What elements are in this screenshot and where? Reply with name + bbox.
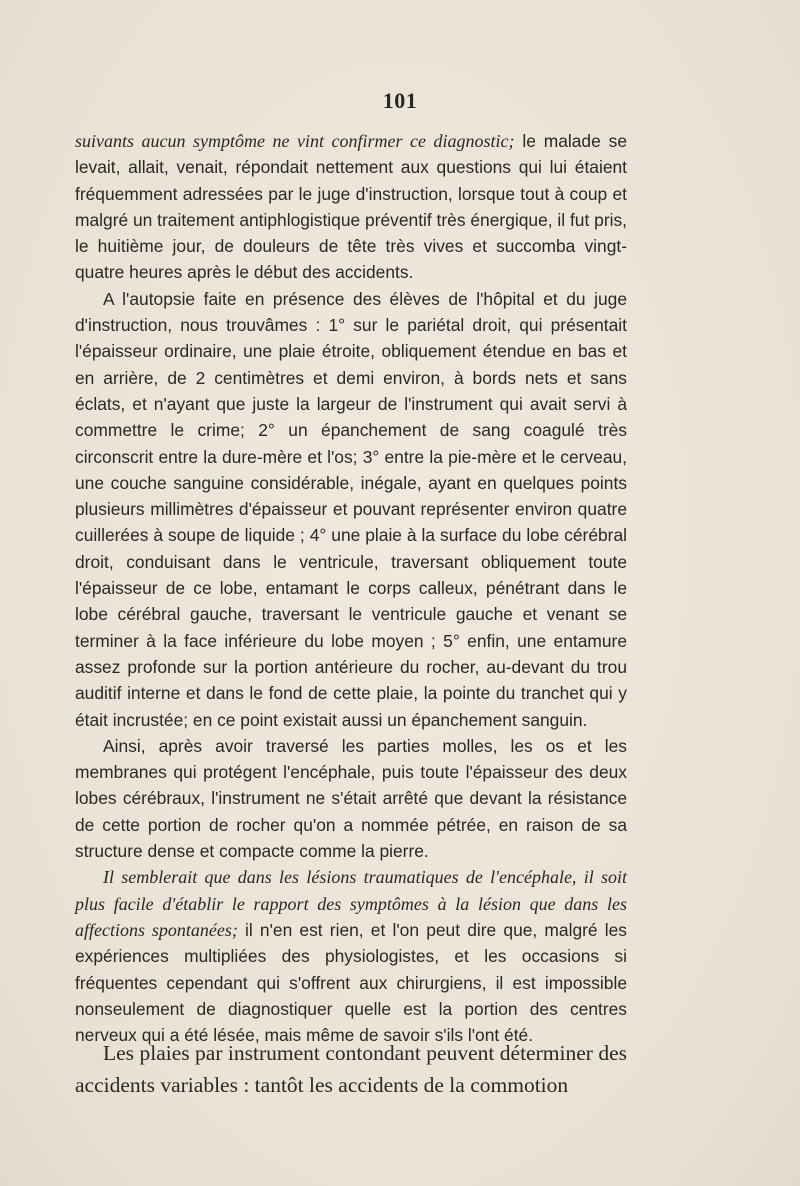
paragraph-1 (75, 128, 627, 286)
closing-paragraph-text: Les plaies par instrument contondant peuvent déterminer des accidents variables : tantôt les accidents de la commotion (75, 1041, 627, 1097)
paragraph-4-italic: Il semblerait que dans les lésions traumatiques de l'encéphale, il soit plus facile d'établir le rapport des symptômes à la lésion que dans les affections spontanées; (75, 867, 627, 940)
paragraph-1-text: le malade se levait, allait, venait, répondait nettement aux questions qui lui étaient fréquemment adressées par le juge d'instruction, lorsque tout à coup et malgré un traitement antiphlogistique préventif très énergique, il fut pris, le huitième jour, de douleurs de tête très vives et succomba vingt-quatre heures après le début des accidents. (75, 131, 627, 283)
paragraph-1-italic: suivants aucun symptôme ne vint confirmer ce diagnostic; (75, 131, 515, 151)
paragraph-2: A l'autopsie faite en présence des élèves de l'hôpital et du juge d'instruction, nous trouvâmes : 1° sur le pariétal droit, qui présentait l'épaisseur ordinaire, une plaie étroite, obliquement étendue en bas et en arrière, de 2 centimètres et demi environ, à bords nets et sans éclats, et n'ayant que juste la largeur de l'instrument qui avait servi à commettre le crime; 2° un épanchement de sang coagulé très circonscrit entre la dure-mère et l'os; 3° entre la pie-mère et le cerveau, une couche sanguine considérable, inégale, ayant en quelques points plusieurs millimètres d'épaisseur et pouvant représenter environ quatre cuillerées à soupe de liquide ; 4° une plaie à la surface du lobe cérébral droit, conduisant dans le ventricule, traversant obliquement toute l'épaisseur de ce lobe, entamant le corps calleux, pénétrant dans le lobe cérébral gauche, traversant le ventricule gauche et venant se terminer à la face inférieure du lobe moyen ; 5° enfin, une entamure assez profonde sur la portion antérieure du rocher, au-devant du trou auditif interne et dans le fond de cette plaie, la pointe du tranchet qui y était incrustée; en ce point existait aussi un épanchement sanguin. (75, 288, 627, 730)
closing-paragraph (75, 1037, 627, 1101)
page-number: 101 (382, 88, 418, 113)
paragraph-3: Ainsi, après avoir traversé les parties molles, les os et les membranes qui protégent l'encéphale, puis toute l'épaisseur des deux lobes cérébraux, l'instrument ne s'était arrêté que devant la résistance de cette portion de rocher qu'on a nommée pétrée, en raison de sa structure dense et compacte comme la pierre. (75, 735, 627, 862)
paragraph-4 (75, 864, 627, 1048)
paragraph-4-text: il n'en est rien, et l'on peut dire que, malgré les expériences multipliées des physiologistes, et les occasions si fréquentes cependant qui s'offrent aux chirurgiens, il est impossible nonseulement de diagnostiquer quelle est la portion des centres nerveux qui a été lésée, mais même de savoir s'ils l'ont été. (75, 919, 627, 1046)
body-text (75, 128, 627, 1048)
